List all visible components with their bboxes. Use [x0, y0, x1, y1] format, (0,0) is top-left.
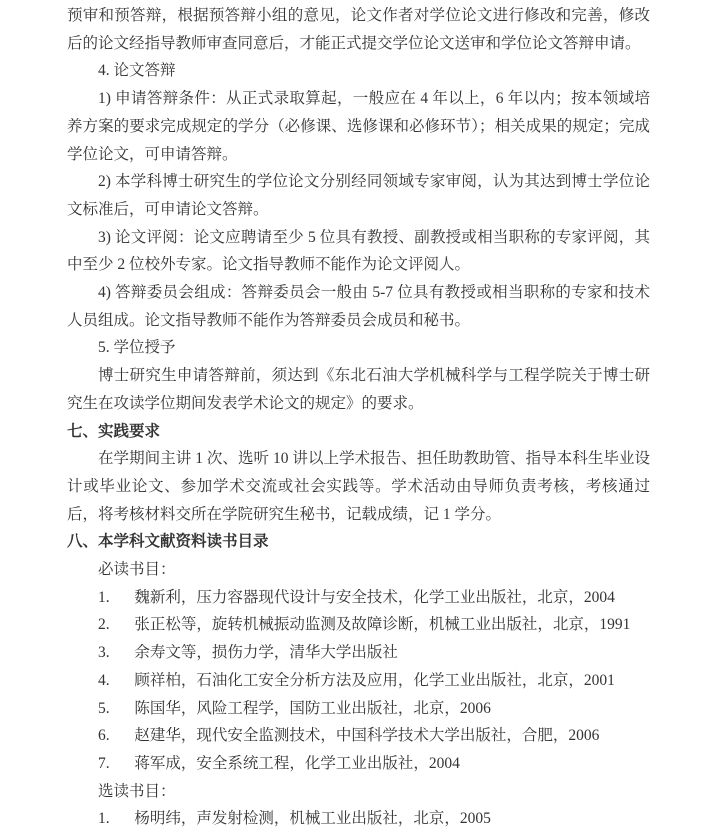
section-heading-practice-requirements: 七、实践要求	[67, 422, 161, 440]
optional-book-item-1	[67, 805, 650, 829]
required-book-item-3	[67, 639, 650, 667]
required-book-item-2	[67, 611, 650, 639]
optional-books-label: 选读书目：	[98, 782, 176, 800]
book-item-text: 陈国华，风险工程学，国防工业出版社，北京，2006	[134, 699, 491, 717]
required-book-item-7	[67, 750, 650, 778]
defense-item-4-committee-composition: 4) 答辩委员会组成：答辩委员会一般由 5-7 位具有教授或相当职称的专家和技术人员组成。论文指导教师不能作为答辩委员会成员和秘书。	[67, 284, 650, 329]
required-book-item-4	[67, 667, 650, 695]
defense-item-2-expert-review: 2) 本学科博士研究生的学位论文分别经同领域专家审阅，认为其达到博士学位论文标准后，可申请论文答辩。	[67, 173, 650, 218]
subsection-title-thesis-defense: 4. 论文答辩	[98, 62, 176, 80]
section-heading-reading-list: 八、本学科文献资料读书目录	[67, 533, 269, 551]
book-item-text: 赵建华，现代安全监测技术，中国科学技术大学出版社，合肥，2006	[134, 727, 600, 745]
book-item-number: 4.	[98, 671, 110, 689]
book-item-number: 1.	[98, 588, 110, 606]
book-item-number: 3.	[98, 644, 110, 662]
defense-item-1-application-conditions: 1) 申请答辩条件：从正式录取算起，一般应在 4 年以上，6 年以内；按本领域培养方案的要求完成规定的学分（必修课、选修课和必修环节）；相关成果的规定；完成学位论文，可申请答辩。	[67, 90, 650, 163]
book-item-text: 顾祥柏，石油化工安全分析方法及应用，化学工业出版社，北京，2001	[134, 671, 615, 689]
book-item-text: 蒋军成，安全系统工程，化学工业出版社，2004	[134, 754, 460, 772]
required-books-label: 必读书目：	[98, 561, 176, 579]
book-item-text: 余寿文等，损伤力学，清华大学出版社	[134, 644, 398, 662]
paragraph-continuation-pre-defense: 预审和预答辩，根据预答辩小组的意见，论文作者对学位论文进行修改和完善，修改后的论文经指导教师审查同意后，才能正式提交学位论文送审和学位论文答辩申请。	[67, 7, 650, 52]
book-item-number: 5.	[98, 699, 110, 717]
book-item-number: 2.	[98, 616, 110, 634]
book-item-text: 魏新利，压力容器现代设计与安全技术，化学工业出版社，北京，2004	[134, 588, 615, 606]
book-item-number: 7.	[98, 754, 110, 772]
required-book-item-6	[67, 722, 650, 750]
degree-conferral-paragraph: 博士研究生申请答辩前，须达到《东北石油大学机械科学与工程学院关于博士研究生在攻读学位期间发表学术论文的规定》的要求。	[67, 367, 650, 412]
practice-requirements-paragraph: 在学期间主讲 1 次、选听 10 讲以上学术报告、担任助教助管、指导本科生毕业设计或毕业论文、参加学术交流或社会实践等。学术活动由导师负责考核，考核通过后，将考核材料交所在学院研究生秘书，记载成绩，记 1 学分。	[67, 450, 650, 523]
subsection-title-degree-conferral: 5. 学位授予	[98, 339, 176, 357]
book-item-number: 1.	[98, 810, 110, 828]
book-item-text: 张正松等，旋转机械振动监测及故障诊断，机械工业出版社，北京，1991	[134, 616, 631, 634]
required-book-item-1	[67, 584, 650, 612]
book-item-number: 6.	[98, 727, 110, 745]
book-item-text: 杨明纬，声发射检测，机械工业出版社，北京，2005	[134, 810, 491, 828]
required-book-item-5	[67, 695, 650, 723]
defense-item-3-thesis-review: 3) 论文评阅：论文应聘请至少 5 位具有教授、副教授或相当职称的专家评阅，其中至少 2 位校外专家。论文指导教师不能作为论文评阅人。	[67, 228, 650, 274]
